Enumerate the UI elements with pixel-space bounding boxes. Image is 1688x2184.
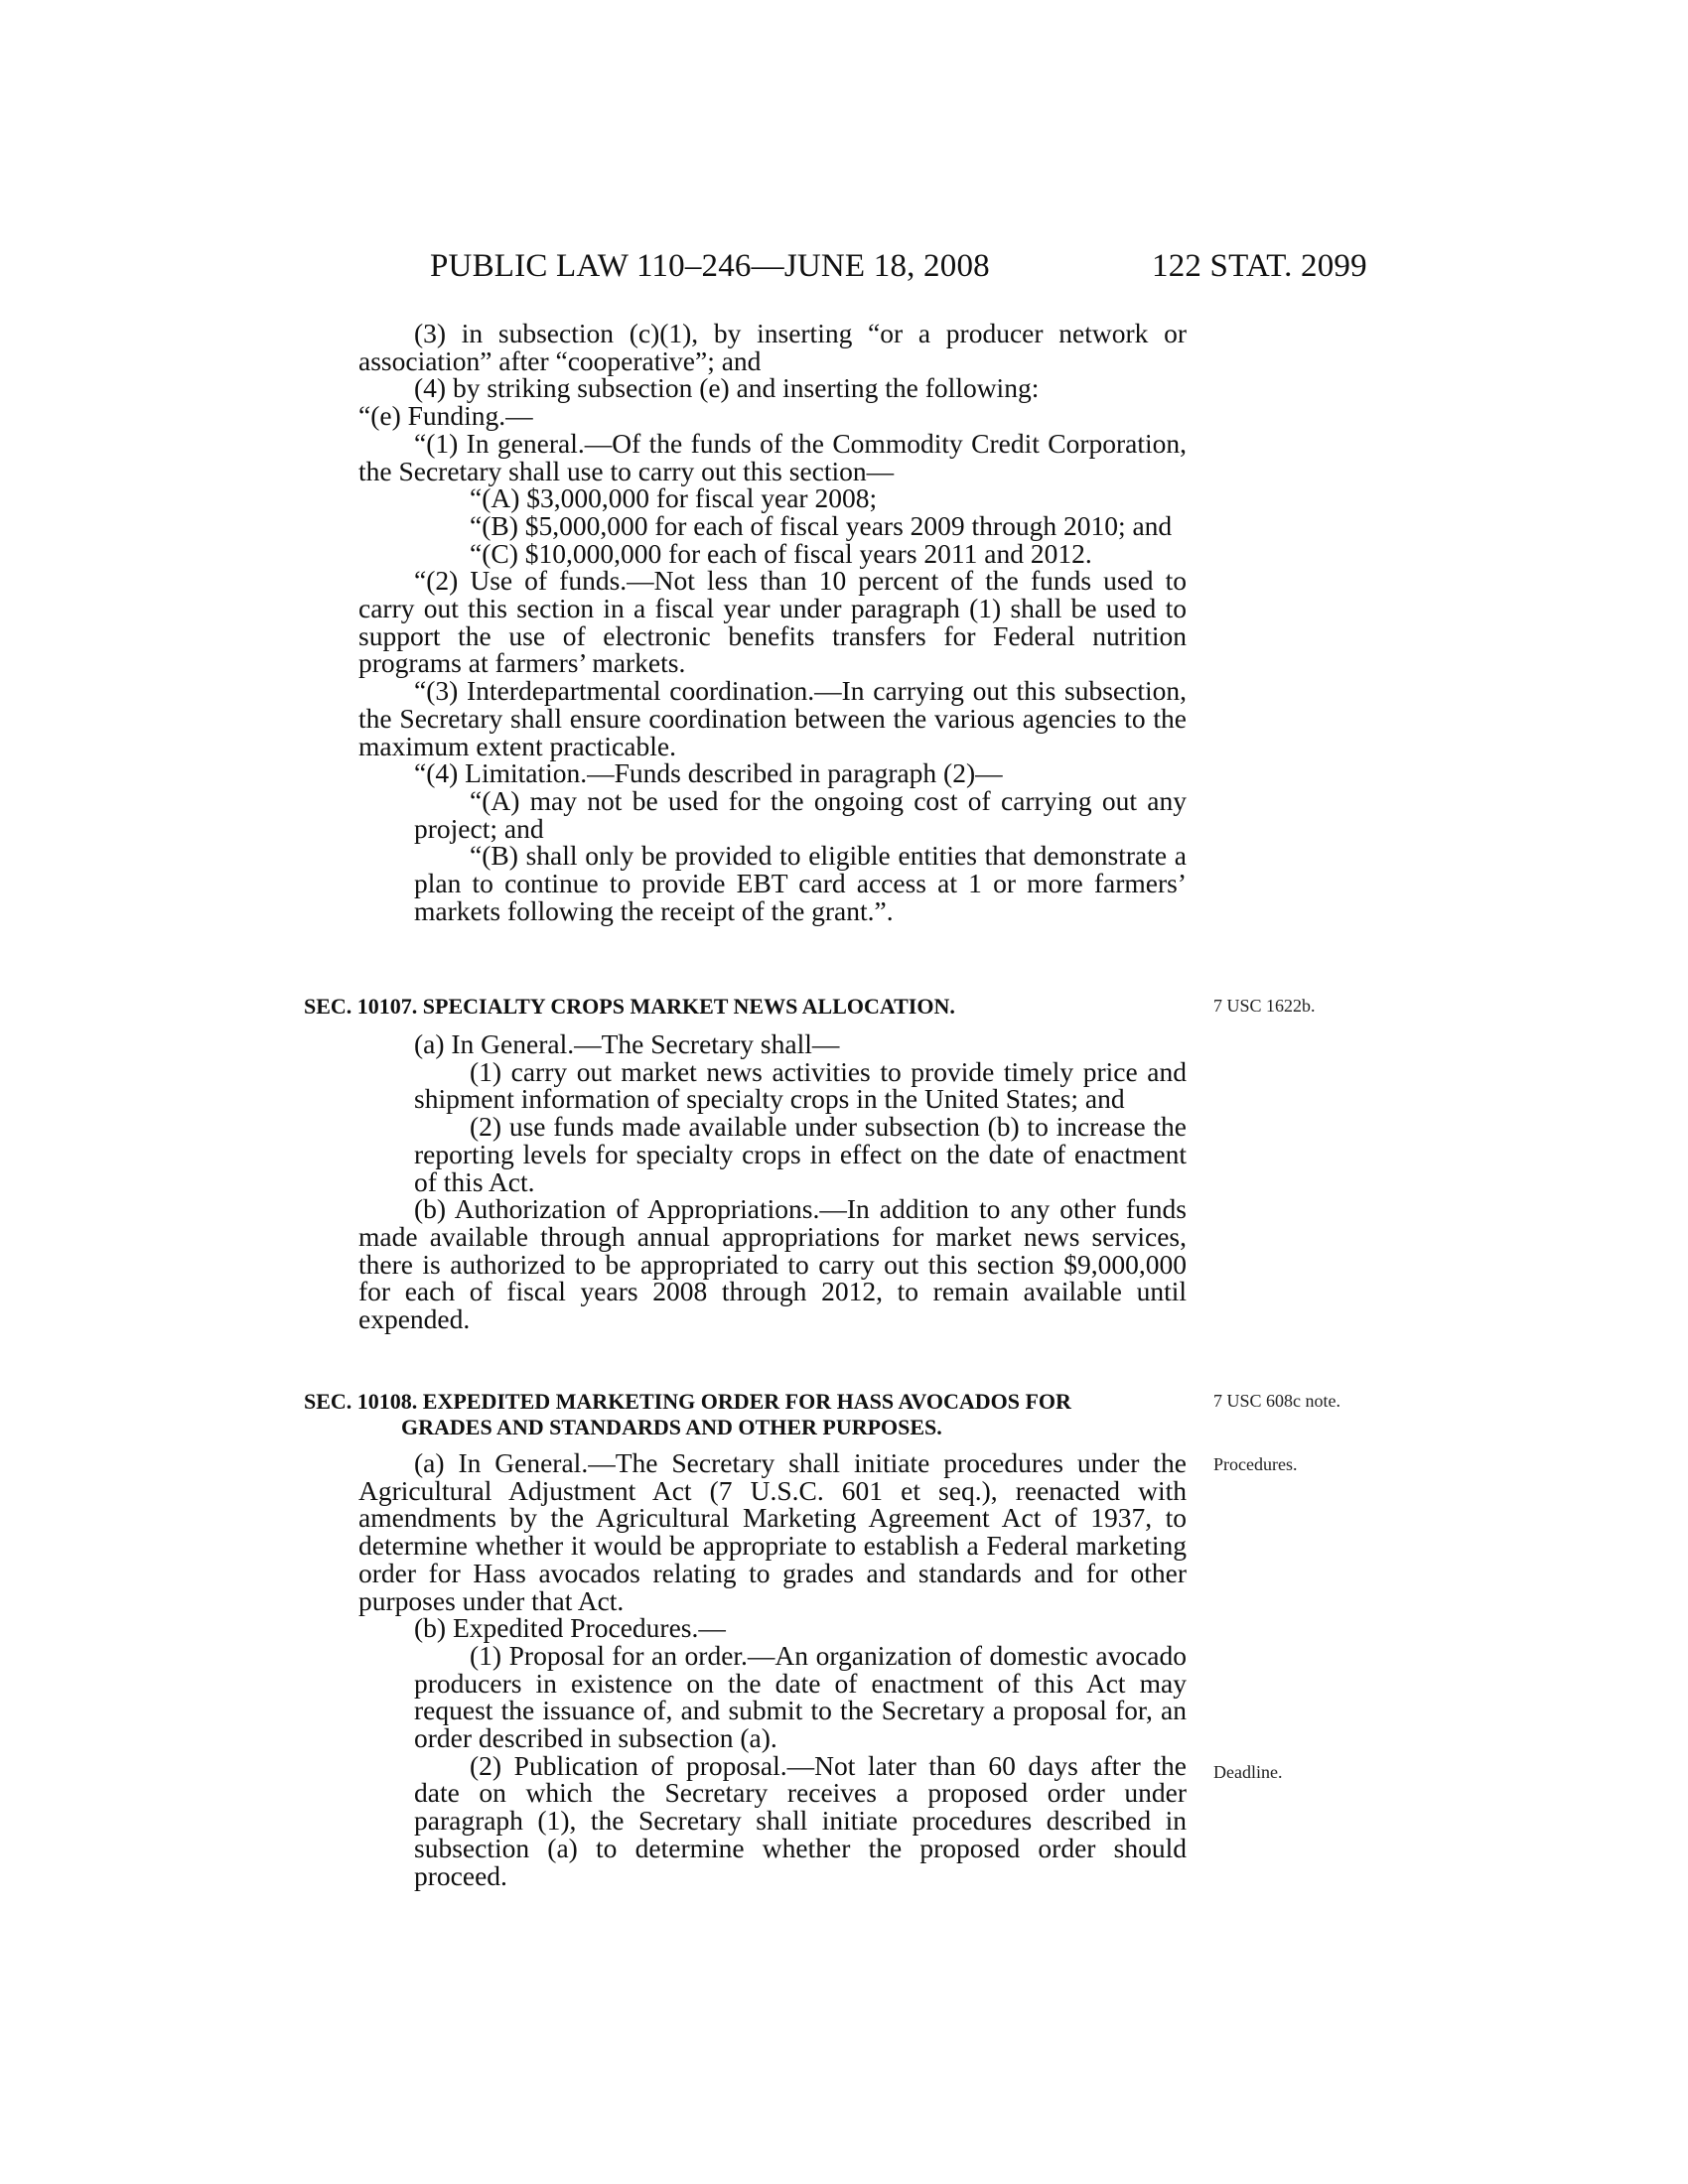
margin-note-usc: 7 USC 1622b. [1213, 996, 1316, 1016]
paragraph: (4) by striking subsection (e) and inserting the following: [414, 372, 1040, 404]
paragraph: (2) use funds made available under subsection (b) to increase the reporting levels for specialty crops in effect on the date of enactment of this Act. [414, 1111, 1187, 1197]
paragraph: (b) Authorization of Appropriations.—In addition to any other funds made available through annual appropriations for market news services, there is authorized to be appropriated to carry out this section $9,000,000 for each of fiscal years 2008 through 2012, to remain available until expended. [358, 1193, 1187, 1335]
paragraph: “(B) $5,000,000 for each of fiscal years 2009 through 2010; and [470, 509, 1173, 541]
section-10107-body [358, 1030, 1187, 1333]
running-header-title: PUBLIC LAW 110–246—JUNE 18, 2008 [430, 248, 990, 284]
paragraph: “(A) $3,000,000 for fiscal year 2008; [470, 482, 878, 514]
paragraph: (3) in subsection (c)(1), by inserting “or a producer network or association” after “cooperative”; and [358, 318, 1187, 376]
paragraph: “(2) Use of funds.—Not less than 10 percent of the funds used to carry out this section in a fiscal year under paragraph (1) shall be used to support the use of electronic benefits transfers for Federal nutrition programs at farmers’ markets. [358, 565, 1187, 679]
amendment-block [358, 320, 1187, 924]
paragraph: (a) In General.—The Secretary shall initiate procedures under the Agricultural Adjustment Act (7 U.S.C. 601 et seq.), reenacted with amendments by the Agricultural Marketing Agreement Act of 1937, to determine whether it would be appropriate to establish a Federal marketing order for Hass avocados relating to grades and standards and for other purposes under that Act. [358, 1447, 1187, 1616]
paragraph: “(4) Limitation.—Funds described in paragraph (2)— [414, 757, 1003, 789]
paragraph: “(C) $10,000,000 for each of fiscal years 2011 and 2012. [470, 537, 1092, 569]
paragraph: (2) Publication of proposal.—Not later than 60 days after the date on which the Secretary receives a proposed order under paragraph (1), the Secretary shall initiate procedures described in subsection (a) to determine whether the proposed order should proceed. [414, 1749, 1187, 1891]
section-10108-body [358, 1449, 1187, 1889]
paragraph: (1) Proposal for an order.—An organization of domestic avocado producers in existence on the date of enactment of this Act may request the issuance of, and submit to the Secretary a proposal for, an order described in subsection (a). [414, 1639, 1187, 1754]
section-heading-10108-line2: GRADES AND STANDARDS AND OTHER PURPOSES. [401, 1415, 942, 1439]
margin-note-deadline: Deadline. [1213, 1762, 1283, 1782]
paragraph: (1) carry out market news activities to provide timely price and shipment information of specialty crops in the United States; and [414, 1055, 1187, 1115]
running-header-page: 122 STAT. 2099 [1152, 248, 1367, 284]
paragraph: “(A) may not be used for the ongoing cost of carrying out any project; and [414, 784, 1187, 844]
paragraph: “(1) In general.—Of the funds of the Commodity Credit Corporation, the Secretary shall use to carry out this section— [358, 427, 1187, 486]
margin-note-procedures: Procedures. [1213, 1454, 1298, 1474]
section-heading-10108-line1: SEC. 10108. EXPEDITED MARKETING ORDER FOR HASS AVOCADOS FOR [304, 1389, 1071, 1414]
paragraph: “(B) shall only be provided to eligible entities that demonstrate a plan to continue to provide EBT card access at 1 or more farmers’ markets following the receipt of the grant.”. [414, 840, 1187, 926]
paragraph: (b) Expedited Procedures.— [414, 1612, 726, 1644]
paragraph: (a) In General.—The Secretary shall— [414, 1028, 840, 1059]
section-heading-10107: SEC. 10107. SPECIALTY CROPS MARKET NEWS ALLOCATION. [304, 994, 955, 1019]
paragraph: “(3) Interdepartmental coordination.—In carrying out this subsection, the Secretary shall ensure coordination between the various agencies to the maximum extent practicable. [358, 675, 1187, 761]
paragraph: “(e) Funding.— [358, 400, 533, 432]
margin-note-usc: 7 USC 608c note. [1213, 1391, 1340, 1411]
